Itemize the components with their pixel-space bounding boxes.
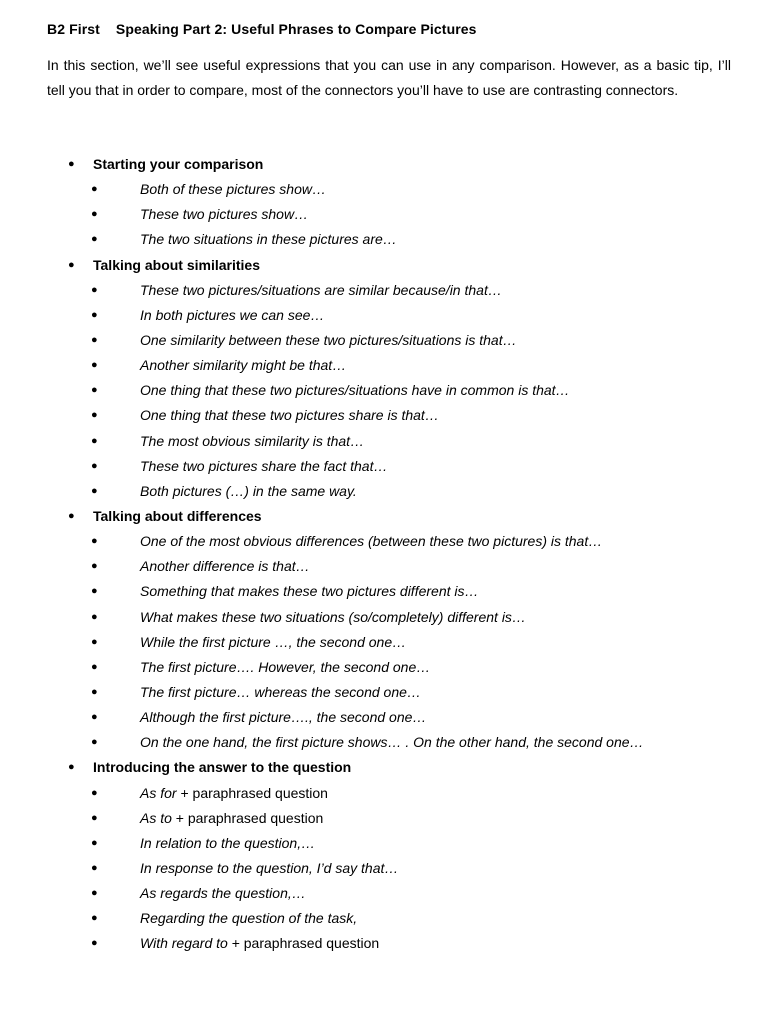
bullet-icon: ●	[68, 158, 75, 170]
bullet-icon: ●	[91, 333, 98, 346]
phrase-text	[140, 479, 357, 504]
phrase-italic: As for	[140, 784, 177, 801]
bullet-icon: ●	[91, 711, 98, 724]
list-item	[0, 881, 768, 906]
list-item	[0, 856, 768, 881]
bullet-icon: ●	[91, 610, 98, 623]
phrase-italic: In relation to the question,…	[140, 834, 316, 851]
phrase-text	[140, 705, 426, 730]
phrase-text	[140, 680, 421, 705]
phrase-plain: + paraphrased question	[176, 784, 328, 801]
list-item	[0, 328, 768, 353]
phrase-text	[140, 177, 326, 202]
section-heading	[0, 755, 768, 780]
phrase-text	[140, 454, 387, 479]
bullet-icon: ●	[91, 685, 98, 698]
bullet-icon: ●	[91, 912, 98, 925]
phrase-text	[140, 605, 526, 630]
phrase-italic: Something that makes these two pictures different is…	[140, 583, 479, 600]
bullet-icon: ●	[91, 635, 98, 648]
phrase-italic: What makes these two situations (so/completely) different is…	[140, 608, 526, 625]
list-item	[0, 353, 768, 378]
phrase-text	[140, 906, 357, 931]
phrase-text	[140, 781, 328, 806]
bullet-icon: ●	[91, 283, 98, 296]
phrase-italic: On the one hand, the first picture shows… . On the other hand, the second one…	[140, 734, 644, 751]
phrase-italic: These two pictures share the fact that…	[140, 457, 388, 474]
phrase-text	[140, 202, 308, 227]
phrase-text	[140, 579, 479, 604]
list-item	[0, 806, 768, 831]
bullet-icon: ●	[91, 359, 98, 372]
list-item	[0, 680, 768, 705]
section-heading-text: Talking about similarities	[93, 256, 261, 273]
phrase-italic: Another difference is that…	[140, 558, 310, 575]
phrase-italic: As regards the question,…	[140, 885, 306, 902]
phrase-italic: These two pictures show…	[140, 206, 309, 223]
bullet-icon: ●	[91, 384, 98, 397]
section-heading	[0, 253, 768, 278]
bullet-icon: ●	[68, 258, 75, 271]
bullet-icon: ●	[91, 836, 98, 849]
list-item	[0, 579, 768, 604]
bullet-icon: ●	[91, 887, 98, 900]
list-item	[0, 202, 768, 227]
bullet-icon: ●	[91, 484, 98, 497]
phrase-text	[140, 831, 315, 856]
phrase-list	[0, 152, 768, 957]
bullet-icon: ●	[91, 811, 98, 824]
list-item	[0, 655, 768, 680]
phrase-italic: Although the first picture…., the second one…	[140, 709, 427, 726]
page-title: B2 First Speaking Part 2: Useful Phrases to Compare Pictures	[47, 21, 477, 37]
bullet-icon: ●	[68, 509, 75, 522]
list-item	[0, 931, 768, 956]
phrase-text	[140, 554, 310, 579]
phrase-italic: One thing that these two pictures share is that…	[140, 407, 439, 424]
phrase-text	[140, 730, 644, 755]
phrase-text	[140, 303, 324, 328]
bullet-icon: ●	[68, 761, 75, 774]
bullet-icon: ●	[91, 560, 98, 573]
list-item	[0, 529, 768, 554]
bullet-icon: ●	[91, 535, 98, 548]
list-item	[0, 630, 768, 655]
phrase-italic: The two situations in these pictures are…	[140, 231, 397, 248]
phrase-text	[140, 806, 323, 831]
phrase-italic: Another similarity might be that…	[140, 357, 347, 374]
bullet-icon: ●	[91, 736, 98, 749]
bullet-icon: ●	[91, 660, 98, 673]
phrase-italic: In both pictures we can see…	[140, 306, 325, 323]
phrase-text	[140, 378, 570, 403]
phrase-text	[140, 529, 602, 554]
bullet-icon: ●	[91, 208, 98, 221]
phrase-italic: As to	[140, 809, 172, 826]
phrase-italic: In response to the question, I’d say that…	[140, 859, 399, 876]
phrase-text	[140, 227, 397, 252]
bullet-icon: ●	[91, 183, 98, 196]
bullet-icon: ●	[91, 434, 98, 447]
bullet-icon: ●	[91, 459, 98, 472]
list-item	[0, 781, 768, 806]
phrase-text	[140, 881, 306, 906]
phrase-italic: These two pictures/situations are similar because/in that…	[140, 281, 502, 298]
phrase-text	[140, 403, 439, 428]
list-item	[0, 403, 768, 428]
list-item	[0, 554, 768, 579]
list-item	[0, 479, 768, 504]
section-heading	[0, 504, 768, 529]
section-heading-text: Talking about differences	[93, 507, 262, 524]
phrase-italic: Both pictures (…) in the same way.	[140, 482, 357, 499]
list-item	[0, 906, 768, 931]
section-heading	[0, 152, 768, 177]
section-heading-text: Starting your comparison	[93, 156, 264, 172]
list-item	[0, 730, 768, 755]
list-item	[0, 177, 768, 202]
list-item	[0, 429, 768, 454]
bullet-icon: ●	[91, 585, 98, 598]
list-item	[0, 378, 768, 403]
phrase-text	[140, 353, 346, 378]
list-item	[0, 454, 768, 479]
list-item	[0, 303, 768, 328]
phrase-text	[140, 429, 364, 454]
phrase-italic: With regard to	[140, 935, 228, 952]
bullet-icon: ●	[91, 937, 98, 950]
bullet-icon: ●	[91, 861, 98, 874]
phrase-italic: One of the most obvious differences (between these two pictures) is that…	[140, 533, 603, 550]
list-item	[0, 605, 768, 630]
phrase-italic: Both of these pictures show…	[140, 181, 326, 198]
phrase-text	[140, 328, 517, 353]
bullet-icon: ●	[91, 233, 98, 246]
bullet-icon: ●	[91, 786, 98, 799]
phrase-italic: One similarity between these two pictures/situations is that…	[140, 331, 517, 348]
section-heading-text: Introducing the answer to the question	[93, 759, 352, 776]
phrase-italic: The first picture…. However, the second one…	[140, 658, 431, 675]
phrase-text	[140, 278, 502, 303]
phrase-text	[140, 856, 398, 881]
list-item	[0, 705, 768, 730]
bullet-icon: ●	[91, 409, 98, 422]
phrase-italic: One thing that these two pictures/situations have in common is that…	[140, 382, 570, 399]
bullet-icon: ●	[91, 308, 98, 321]
list-item	[0, 278, 768, 303]
list-item	[0, 227, 768, 252]
phrase-text	[140, 655, 430, 680]
phrase-italic: The most obvious similarity is that…	[140, 432, 365, 449]
list-item	[0, 831, 768, 856]
phrase-plain: + paraphrased question	[171, 809, 324, 826]
phrase-plain: + paraphrased question	[227, 935, 380, 952]
phrase-italic: Regarding the question of the task,	[140, 910, 358, 927]
phrase-text	[140, 630, 406, 655]
phrase-italic: While the first picture …, the second one…	[140, 633, 407, 650]
phrase-italic: The first picture… whereas the second one…	[140, 683, 421, 700]
intro-paragraph: In this section, we’ll see useful expressions that you can use in any comparison. However, as a basic tip, I’ll tell you that in order to compare, most of the connectors you’ll have to use are contrasting connectors.	[47, 57, 731, 98]
phrase-text	[140, 931, 379, 956]
